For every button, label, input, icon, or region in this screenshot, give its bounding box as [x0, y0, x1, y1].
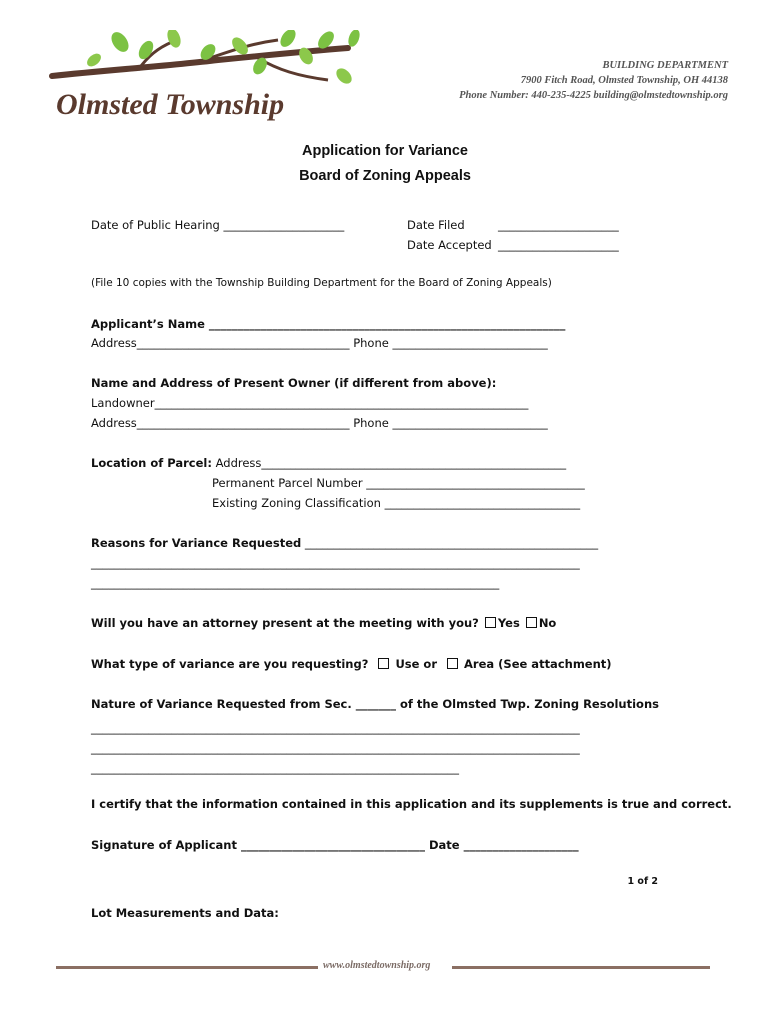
use-label: Use or [395, 657, 437, 671]
footer-rule-left [56, 966, 318, 969]
form-subtitle: Board of Zoning Appeals [299, 168, 471, 184]
area-label: Area (See attachment) [464, 657, 612, 671]
hearing-date-field[interactable]: Date of Public Hearing _____________________ [91, 218, 345, 232]
date-accepted-field[interactable]: _____________________ [498, 238, 619, 252]
nature-line-1[interactable]: _____________________________________________________________________________________ [91, 721, 580, 735]
applicant-address-field[interactable]: Address_____________________________________ Phone ___________________________ [91, 336, 548, 350]
lot-measurements-heading: Lot Measurements and Data: [91, 906, 279, 920]
reasons-label: Reasons for Variance Requested [91, 536, 302, 550]
page-number: 1 of 2 [627, 876, 658, 887]
attorney-question-row [91, 616, 556, 630]
filing-note: (File 10 copies with the Township Building Department for the Board of Zoning Appeals) [91, 277, 552, 289]
parcel-number-field[interactable]: Permanent Parcel Number ______________________________________ [212, 476, 585, 490]
variance-type-row [91, 657, 612, 671]
attorney-yes-checkbox[interactable] [485, 617, 496, 628]
nature-line-2[interactable]: _____________________________________________________________________________________ [91, 741, 580, 755]
form-title: Application for Variance [302, 143, 468, 159]
reasons-line-2[interactable]: _____________________________________________________________________________________ [91, 556, 580, 570]
parcel-address-line[interactable]: Address_____________________________________________________ [211, 456, 567, 470]
date-filed-label: Date Filed [407, 218, 465, 232]
date-accepted-label: Date Accepted [407, 238, 492, 252]
date-filed-field[interactable]: _____________________ [498, 218, 619, 232]
attorney-yes-label: Yes [497, 616, 520, 630]
variance-type-question: What type of variance are you requesting? [91, 657, 369, 671]
applicant-name-field[interactable]: Applicant’s Name ______________________________________________________________ [91, 317, 566, 331]
reasons-line-3[interactable]: _______________________________________________________________________ [91, 576, 500, 590]
footer-rule-right [452, 966, 710, 969]
parcel-address-field[interactable] [91, 456, 566, 470]
zoning-classification-field[interactable]: Existing Zoning Classification __________________________________ [212, 496, 581, 510]
parcel-label: Location of Parcel: [91, 456, 212, 470]
use-checkbox[interactable] [378, 658, 389, 669]
footer-website: www.olmstedtownship.org [323, 960, 431, 971]
owner-heading: Name and Address of Present Owner (if different from above): [91, 376, 497, 390]
area-checkbox[interactable] [447, 658, 458, 669]
township-logo [48, 30, 368, 130]
nature-line-3[interactable]: ________________________________________________________________ [91, 761, 459, 775]
owner-address-field[interactable]: Address_____________________________________ Phone ___________________________ [91, 416, 548, 430]
attorney-no-checkbox[interactable] [526, 617, 537, 628]
certification-statement: I certify that the information contained in this application and its supplements is true and correct. [91, 797, 732, 811]
landowner-field[interactable]: Landowner_________________________________________________________________ [91, 396, 529, 410]
attorney-question: Will you have an attorney present at the meeting with you? [91, 616, 479, 630]
attorney-no-label: No [538, 616, 557, 630]
reasons-line-1[interactable]: ___________________________________________________ [301, 536, 599, 550]
tree-branch-logo [48, 30, 368, 130]
svg-text:Olmsted Township: Olmsted Township [56, 88, 285, 121]
department-contact: Phone Number: 440-235-4225 building@olmstedtownship.org [459, 90, 728, 101]
signature-field[interactable]: Signature of Applicant ________________________________ Date ____________________ [91, 838, 579, 852]
department-name: BUILDING DEPARTMENT [602, 60, 728, 71]
reasons-field[interactable] [91, 536, 598, 550]
nature-section-field[interactable]: Nature of Variance Requested from Sec. _______ of the Olmsted Twp. Zoning Resolutions [91, 697, 659, 711]
department-address: 7900 Fitch Road, Olmsted Township, OH 44138 [520, 75, 728, 86]
